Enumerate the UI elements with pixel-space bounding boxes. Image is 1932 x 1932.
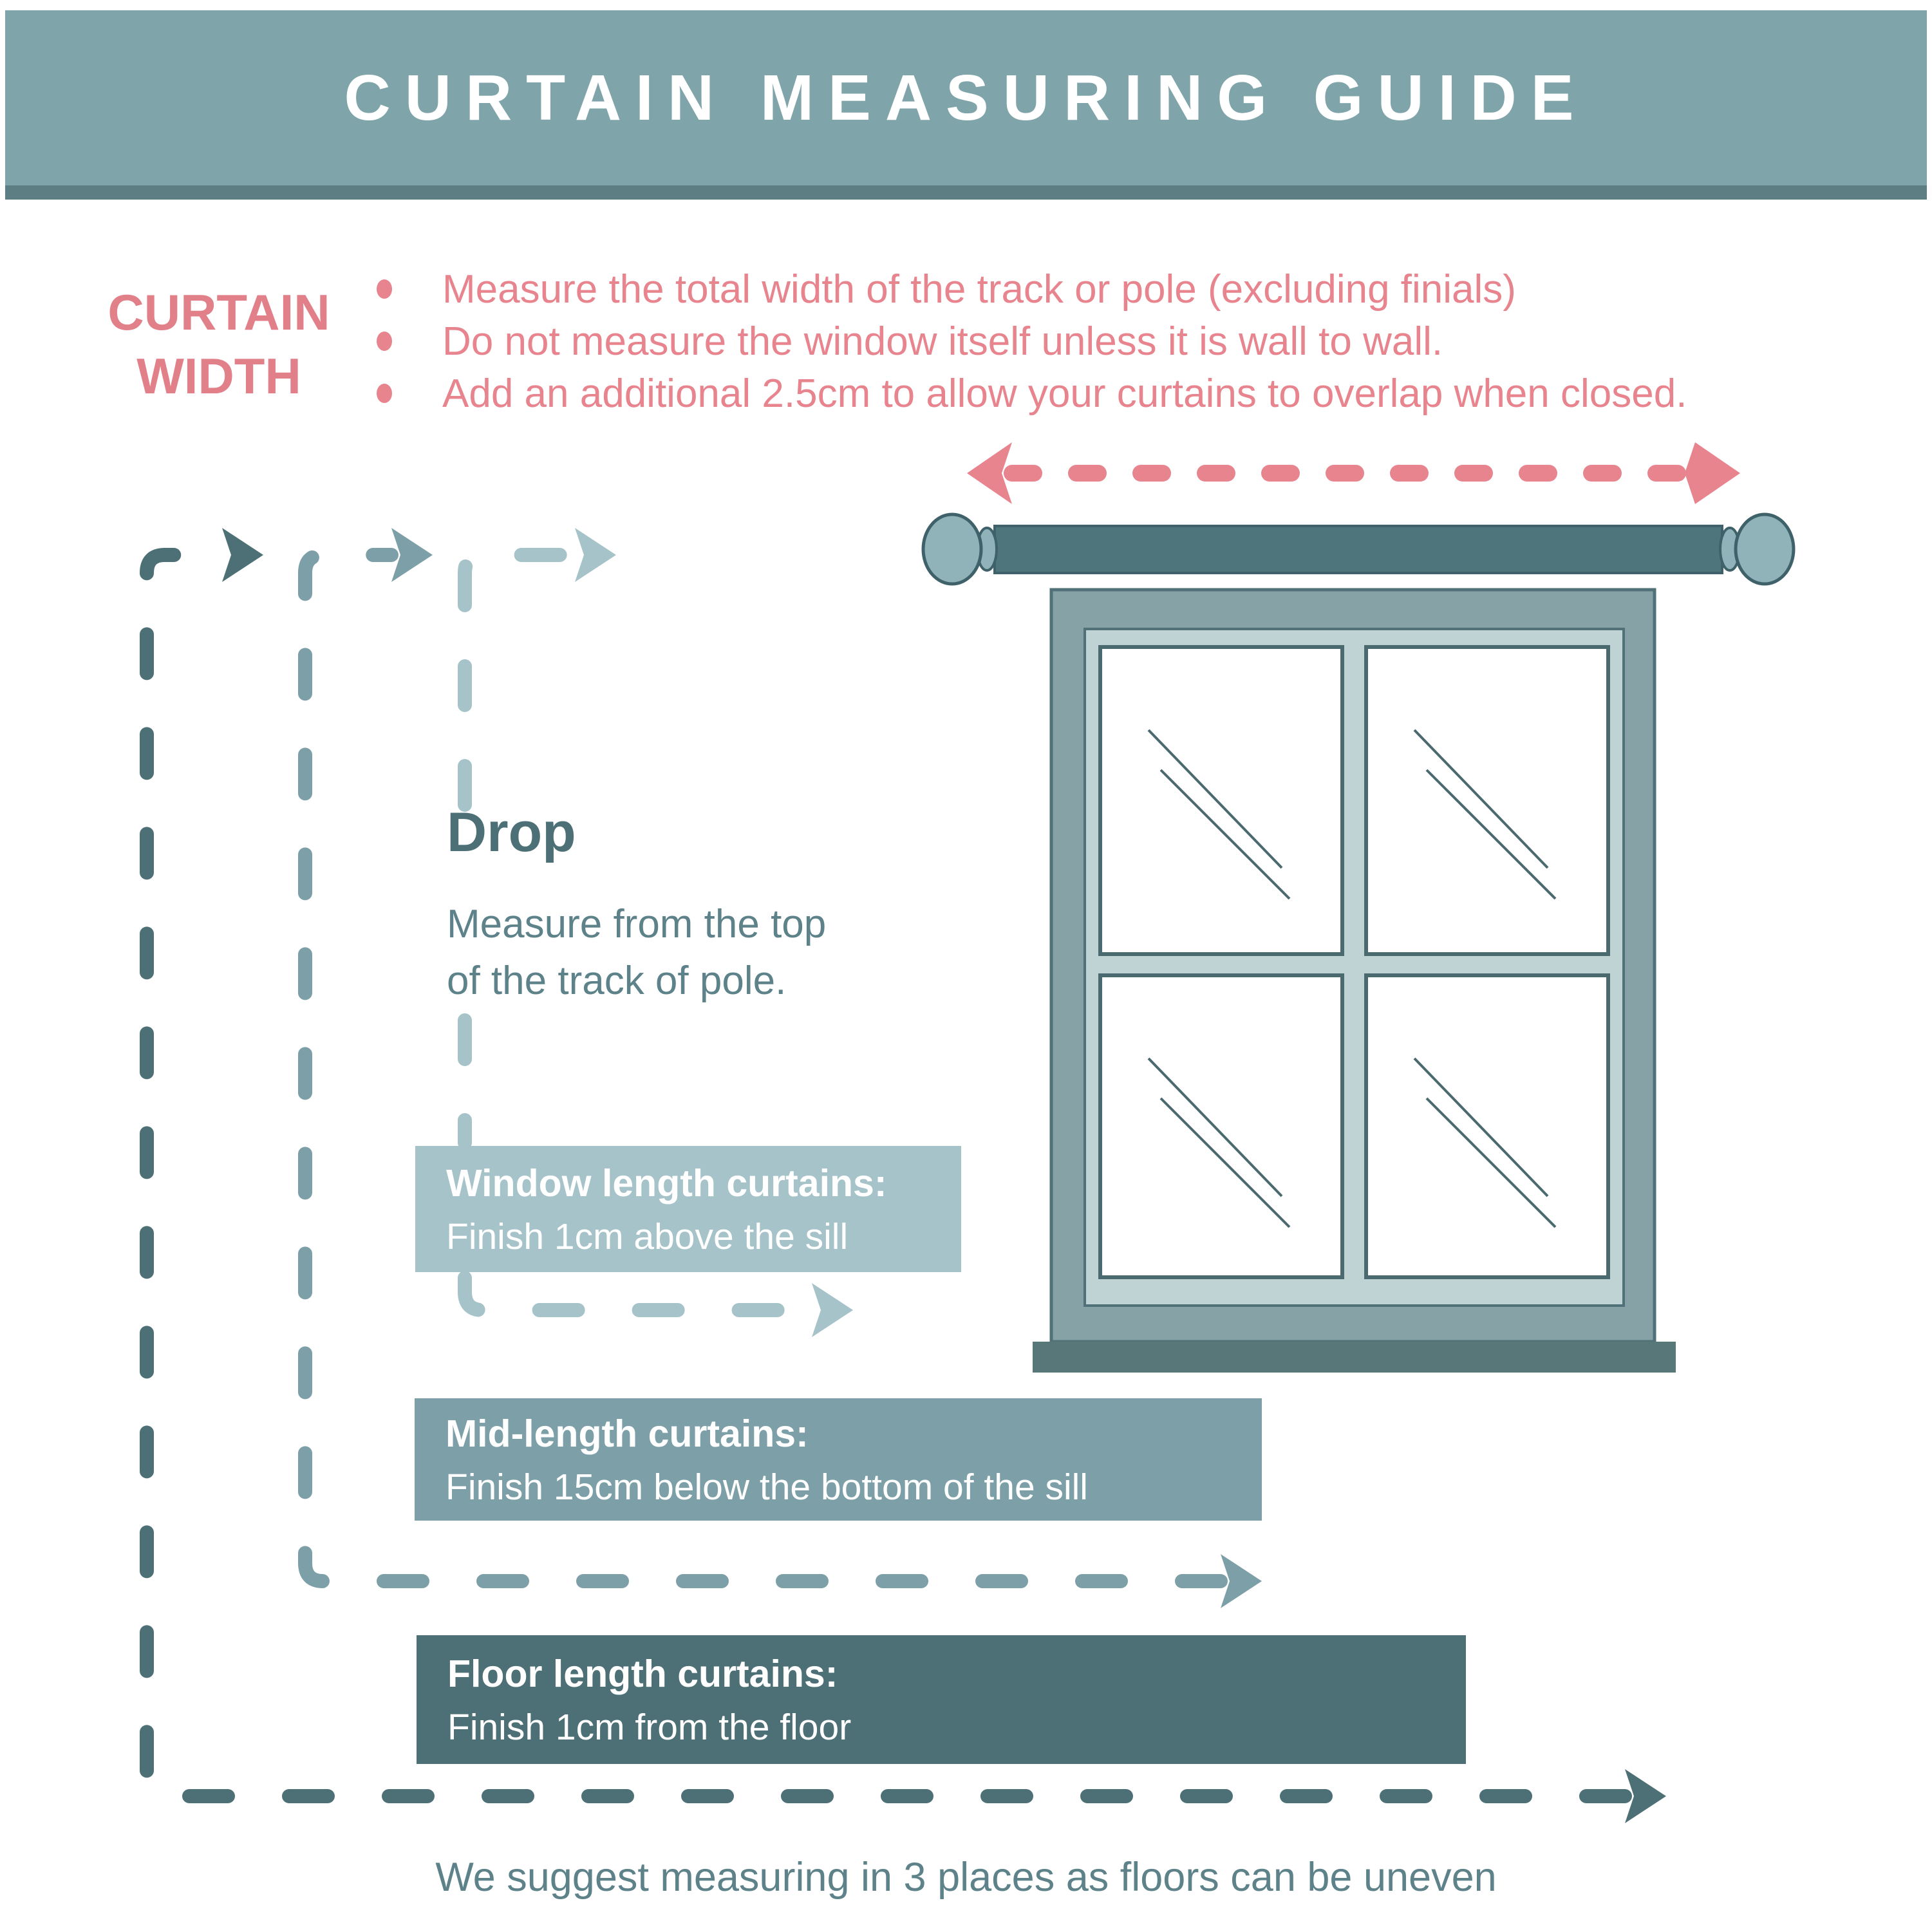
curtain-width-heading-line2: WIDTH — [136, 348, 301, 404]
window-pane-bottom-left — [1100, 975, 1342, 1277]
mid-length-label-box — [415, 1398, 1262, 1521]
label-subtitle: Finish 1cm from the floor — [447, 1707, 852, 1748]
bullet-text: Add an additional 2.5cm to allow your curtains to overlap when closed. — [442, 371, 1687, 416]
curtain-width-bullet-list — [377, 265, 1687, 422]
window-pane-top-right — [1366, 647, 1608, 954]
header-accent-strip — [5, 185, 1927, 200]
drop-description-line2: of the track of pole. — [447, 959, 787, 1003]
header-bar — [5, 10, 1927, 185]
bullet-text: Measure the total width of the track or pole (excluding finials) — [442, 267, 1516, 312]
window-illustration — [1033, 590, 1676, 1373]
curtain-width-arrow-icon — [967, 442, 1740, 504]
label-title: Window length curtains: — [446, 1162, 887, 1205]
drop-heading: Drop — [447, 802, 576, 863]
bullet-icon — [377, 279, 392, 299]
footer-note: We suggest measuring in 3 places as floors can be uneven — [435, 1855, 1497, 1900]
window-sill — [1033, 1342, 1676, 1373]
arrow-right-icon — [222, 528, 263, 582]
label-title: Mid-length curtains: — [445, 1412, 809, 1455]
window-length-label-box — [415, 1146, 961, 1272]
label-title: Floor length curtains: — [447, 1653, 838, 1695]
bullet-icon — [377, 332, 392, 351]
pole-finial-right — [1736, 514, 1794, 584]
arrow-right-icon — [575, 528, 616, 582]
list-item — [377, 370, 1687, 422]
floor-length-label-box — [417, 1635, 1466, 1764]
curtain-width-heading — [97, 281, 341, 408]
drop-description — [447, 896, 826, 1009]
bullet-icon — [377, 384, 392, 403]
drop-description-line1: Measure from the top — [447, 902, 827, 946]
pole-finial-left — [923, 514, 981, 584]
page-title: CURTAIN MEASURING GUIDE — [344, 61, 1588, 134]
window-pane-bottom-right — [1366, 975, 1608, 1277]
window-pane-top-left — [1100, 647, 1342, 954]
list-item — [377, 317, 1687, 370]
arrow-right-icon — [812, 1283, 853, 1337]
bullet-text: Do not measure the window itself unless it is wall to wall. — [442, 319, 1443, 364]
label-subtitle: Finish 15cm below the bottom of the sill — [445, 1467, 1088, 1508]
list-item — [377, 265, 1687, 317]
curtain-pole — [923, 514, 1794, 584]
curtain-width-heading-line1: CURTAIN — [108, 284, 330, 341]
label-subtitle: Finish 1cm above the sill — [446, 1216, 849, 1257]
arrow-right-icon — [1685, 442, 1740, 504]
